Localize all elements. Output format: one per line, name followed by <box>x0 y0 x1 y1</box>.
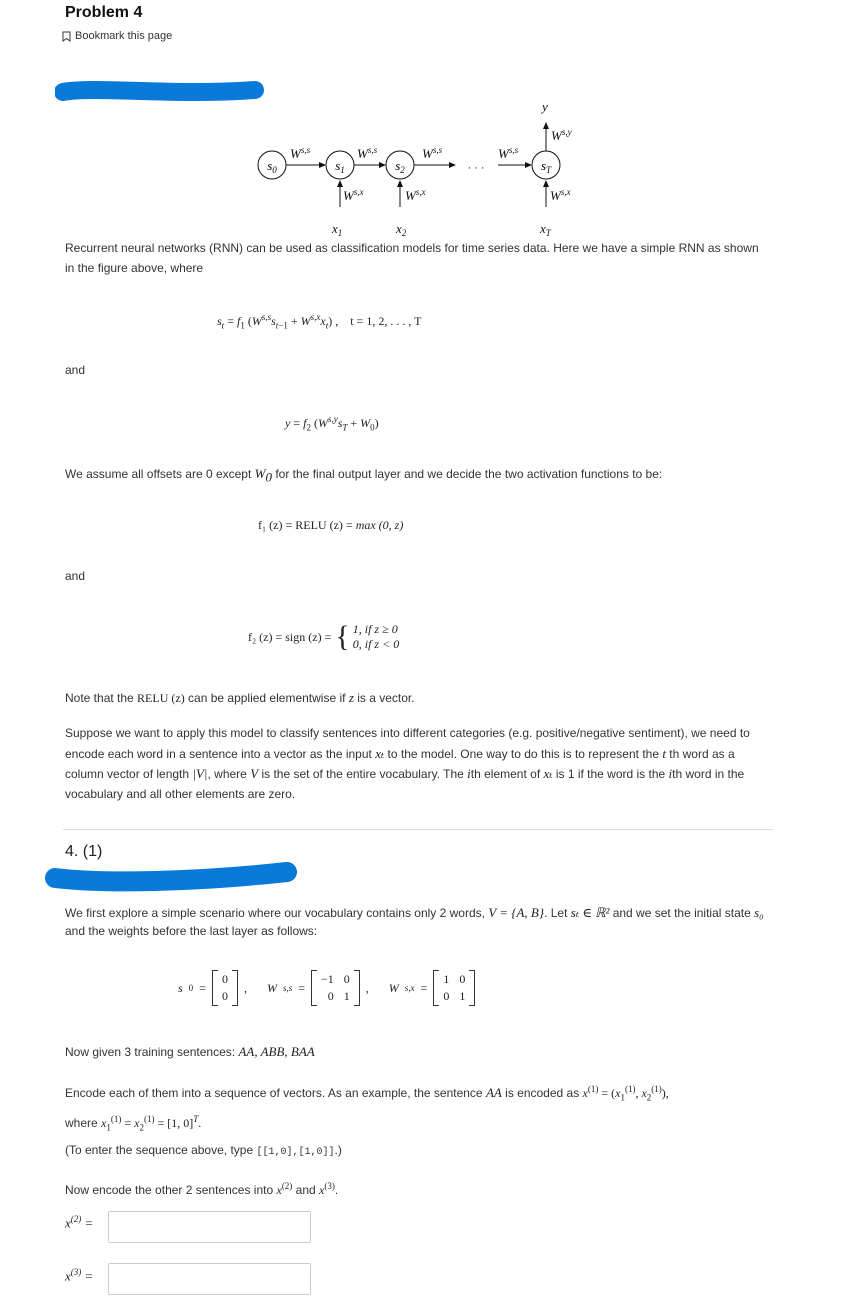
enc-xt2: xₜ <box>543 766 553 781</box>
enc-p7: is 1 if the word is the <box>552 767 669 781</box>
svg-text:s0: $s_0$ <box>267 158 277 175</box>
scenario-paragraph <box>65 904 770 940</box>
svg-text:· · ·: · · · <box>467 162 485 174</box>
enc-p5: is the set of the entire vocabulary. The <box>258 767 468 781</box>
node-s2 <box>386 151 414 179</box>
offsets-text-after: for the final output layer and we decide the two activation functions to be: <box>272 467 663 481</box>
svg-text:Ws,s: W$^{s,s}$ <box>422 145 443 161</box>
note-text-2: can be applied elementwise if <box>184 691 349 705</box>
encode-text-2: is encoded as <box>501 1086 583 1100</box>
svg-text:Ws,s: W$^{s,s}$ <box>498 145 519 161</box>
encoding-paragraph <box>65 724 770 804</box>
note-relu: RELU (z) <box>137 691 185 705</box>
scenario-text-4: and the weights before the last layer as follows: <box>65 924 318 938</box>
training-paragraph <box>65 1042 770 1063</box>
enc-p8: th word in the vocabulary and all other elements are zero. <box>65 767 745 801</box>
state-range: t = 1, 2, . . . , T <box>350 314 422 328</box>
svg-text:sT: $s_T$ <box>540 158 552 175</box>
training-sentences: AA, ABB, BAA <box>238 1044 315 1059</box>
encode-text-1: Encode each of them into a sequence of vectors. As an example, the sentence <box>65 1086 486 1100</box>
hint-code: [[1,0],[1,0]] <box>256 1147 335 1158</box>
wss-matrix: −1 0 0 1 <box>311 970 360 1006</box>
svg-text:x2: $x_2$ <box>396 221 407 238</box>
svg-text:Ws,s: W$^{s,s}$ <box>357 145 378 161</box>
svg-text:s2: $s_2$ <box>395 158 405 175</box>
enc-v2: V <box>250 766 259 781</box>
enc-p1: Suppose we want to apply this model to classify sentences into different categories (e.g. positive/negative sentiment), we need to encode each word in a sentence into a vector as the input <box>65 726 750 761</box>
scenario-text-3: and we set the initial state <box>609 906 755 920</box>
node-s0 <box>258 151 286 179</box>
redaction-scribble <box>45 860 300 895</box>
and-text-2: and <box>65 569 86 583</box>
f2-equation: f₂ (z) = sign (z) = { 1, if z ≥ 0 0, if z < 0 <box>248 620 400 653</box>
note-paragraph <box>65 688 770 709</box>
note-text-3: is a vector. <box>353 691 415 705</box>
enc-p4: , where <box>207 767 251 781</box>
sentence-aa: AA <box>485 1085 502 1100</box>
svg-text:x1: $x_1$ <box>332 221 343 238</box>
f1-lhs: f₁ (z) = RELU (z) = <box>258 518 356 532</box>
f1-rhs: max (0, z) <box>355 518 404 532</box>
enc-t: t <box>662 745 666 761</box>
initial-state: s₀ <box>754 905 764 920</box>
svg-text:Ws,x: W$^{s,x}$ <box>343 187 364 203</box>
enc-v1: |V| <box>192 766 208 781</box>
svg-text:Ws,y: W$^{s,y}$ <box>551 127 572 143</box>
f1-equation <box>258 518 403 533</box>
vocab-set: V = {A, B} <box>488 905 545 920</box>
f2-lhs: f₂ (z) = sign (z) = <box>248 629 332 644</box>
redaction-scribble <box>55 78 265 108</box>
wsx-matrix: 1 0 0 1 <box>433 970 475 1006</box>
note-z: z <box>348 690 354 705</box>
answer-label-x3: $x^{(3)}$ = <box>65 1267 94 1284</box>
encode-text-3: where <box>65 1116 102 1131</box>
bookmark-button[interactable] <box>62 30 172 42</box>
svg-text:Ws,x: W$^{s,x}$ <box>405 187 426 203</box>
s0-vector: 0 0 <box>212 970 238 1006</box>
bookmark-label: Bookmark this page <box>75 30 173 42</box>
now-encode-paragraph: Now encode the other 2 sentences into $x^{(2)}$ and $x^{(3)}$. <box>65 1181 339 1197</box>
scenario-text-1: We first explore a simple scenario where our vocabulary contains only 2 words, <box>65 906 489 920</box>
offsets-paragraph: We assume all offsets are 0 except $W_0$ for the final output layer and we decide the two activation functions to be: <box>65 466 663 485</box>
node-sT <box>532 151 560 179</box>
answer-label-x2: $x^{(2)}$ = <box>65 1214 94 1231</box>
intro-paragraph: Recurrent neural networks (RNN) can be used as classification models for time series data. Here we have a simple RNN as shown in the figure above, where <box>65 241 759 275</box>
hint-paragraph <box>65 1141 770 1163</box>
and-text-1: and <box>65 363 86 377</box>
now-encode-text: Now encode the other 2 sentences into <box>65 1183 277 1197</box>
state-space: sₜ ∈ ℝ² <box>570 905 610 920</box>
page-title: Problem 4 <box>65 4 143 21</box>
part-heading: 4. (1) <box>65 843 103 860</box>
enc-p6: th element of <box>470 767 544 781</box>
note-text: Note that the <box>65 691 138 705</box>
offsets-text-before: We assume all offsets are 0 except <box>65 467 255 481</box>
section-divider <box>63 829 773 830</box>
enc-p3: th word as a column vector of length <box>65 746 735 781</box>
svg-text:Ws,s: W$^{s,s}$ <box>290 145 311 161</box>
answer-input-x2[interactable] <box>108 1211 311 1243</box>
svg-text:Ws,x: W$^{s,x}$ <box>550 187 571 203</box>
svg-text:s1: $s_1$ <box>335 158 345 175</box>
svg-text:y: y <box>542 99 548 114</box>
svg-text:xT: $x_T$ <box>540 221 551 238</box>
rnn-figure <box>240 95 620 240</box>
training-label: Now given 3 training sentences: <box>65 1045 239 1059</box>
f2-case-2: 0, if z < 0 <box>352 637 400 651</box>
bookmark-icon <box>62 31 71 42</box>
answer-input-x3[interactable] <box>108 1263 311 1295</box>
enc-i2: i <box>668 766 673 781</box>
hint-text-end: .) <box>334 1143 342 1157</box>
output-equation: $y = f_2$ $(W^{s,y}s_T + W_0)$ <box>285 414 379 433</box>
initial-matrices: s 0 = 0 0 , W s,s = −1 0 0 1 , W s,x = 1 0 0 1 <box>178 970 475 1006</box>
enc-p2: to the model. One way to do this is to represent the <box>384 746 663 761</box>
enc-i1: i <box>467 766 471 781</box>
hint-text: (To enter the sequence above, type <box>65 1143 257 1157</box>
encode-paragraph: Encode each of them into a sequence of vectors. As an example, the sentence AA is encoded as $x^{(1)} = (x_1^{(1)}$, $x_2^{(1)}$), where $x_1^{(1)} = x_2^{(1)} = [1$, 0]$^T$. <box>65 1084 669 1133</box>
node-s1 <box>326 151 354 179</box>
f2-case-1: 1, if z ≥ 0 <box>352 622 398 636</box>
scenario-text-2: . Let <box>544 906 571 920</box>
example-vector: = [1, 0] <box>157 1116 194 1131</box>
state-equation: $s_t = f_1$ $(W^{s,s}s_{t-1} + W^{s,x}x_t)$ , t = 1, 2, . . . , T <box>217 312 422 331</box>
enc-xt: xₜ <box>375 745 385 761</box>
